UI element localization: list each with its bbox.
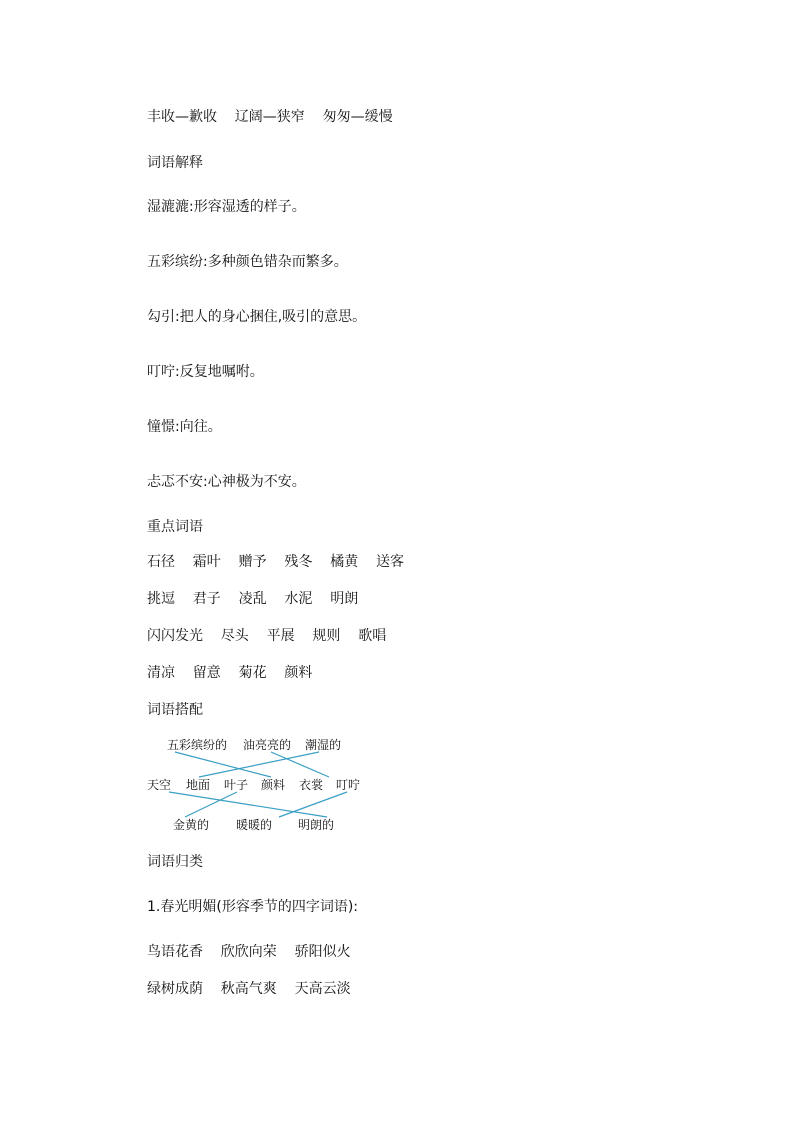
key-words-row-3: 闪闪发光 尽头 平展 规则 歌唱: [147, 628, 387, 644]
explanation-4: 叮咛:反复地嘱咐。: [147, 364, 264, 380]
match-top-word-1: 五彩缤纷的: [167, 738, 228, 752]
antonym-pairs: 丰收—歉收 辽阔—狭窄 匆匆—缓慢: [147, 109, 393, 125]
match-top-word-2: 油亮亮的: [243, 738, 292, 752]
match-top-word-3: 潮湿的: [305, 738, 342, 752]
match-middle-word-6: 叮咛: [336, 778, 361, 792]
classify-title: 1.春光明媚(形容季节的四字词语):: [147, 899, 358, 915]
classify-row-1: 鸟语花香 欣欣向荣 骄阳似火: [147, 944, 351, 960]
match-bottom-word-1: 金黄的: [173, 818, 210, 832]
match-bottom-word-3: 明朗的: [298, 818, 335, 832]
explanation-3: 勾引:把人的身心捆住,吸引的意思。: [147, 309, 367, 325]
match-middle-word-2: 地面: [186, 778, 211, 792]
explanation-1: 湿漉漉:形容湿透的样子。: [147, 199, 306, 215]
match-middle-word-4: 颜料: [261, 778, 286, 792]
word-matching-diagram: [147, 734, 377, 834]
classify-row-2: 绿树成荫 秋高气爽 天高云淡: [147, 981, 351, 997]
match-line-6: [279, 792, 347, 817]
explanation-6: 忐忑不安:心神极为不安。: [147, 474, 306, 490]
match-middle-word-5: 衣裳: [299, 778, 324, 792]
heading-word-matching: 词语搭配: [147, 702, 203, 718]
key-words-row-4: 清凉 留意 菊花 颜料: [147, 665, 313, 681]
key-words-row-2: 挑逗 君子 凌乱 水泥 明朗: [147, 591, 359, 607]
explanation-2: 五彩缤纷:多种颜色错杂而繁多。: [147, 254, 348, 270]
heading-word-classification: 词语归类: [147, 854, 203, 870]
match-middle-word-1: 天空: [147, 778, 172, 792]
heading-word-explanation: 词语解释: [147, 155, 203, 171]
match-bottom-word-2: 暖暖的: [236, 818, 273, 832]
heading-key-words: 重点词语: [147, 519, 203, 535]
key-words-row-1: 石径 霜叶 赠予 残冬 橘黄 送客: [147, 554, 405, 570]
match-middle-word-3: 叶子: [224, 778, 249, 792]
explanation-5: 憧憬:向往。: [147, 419, 222, 435]
